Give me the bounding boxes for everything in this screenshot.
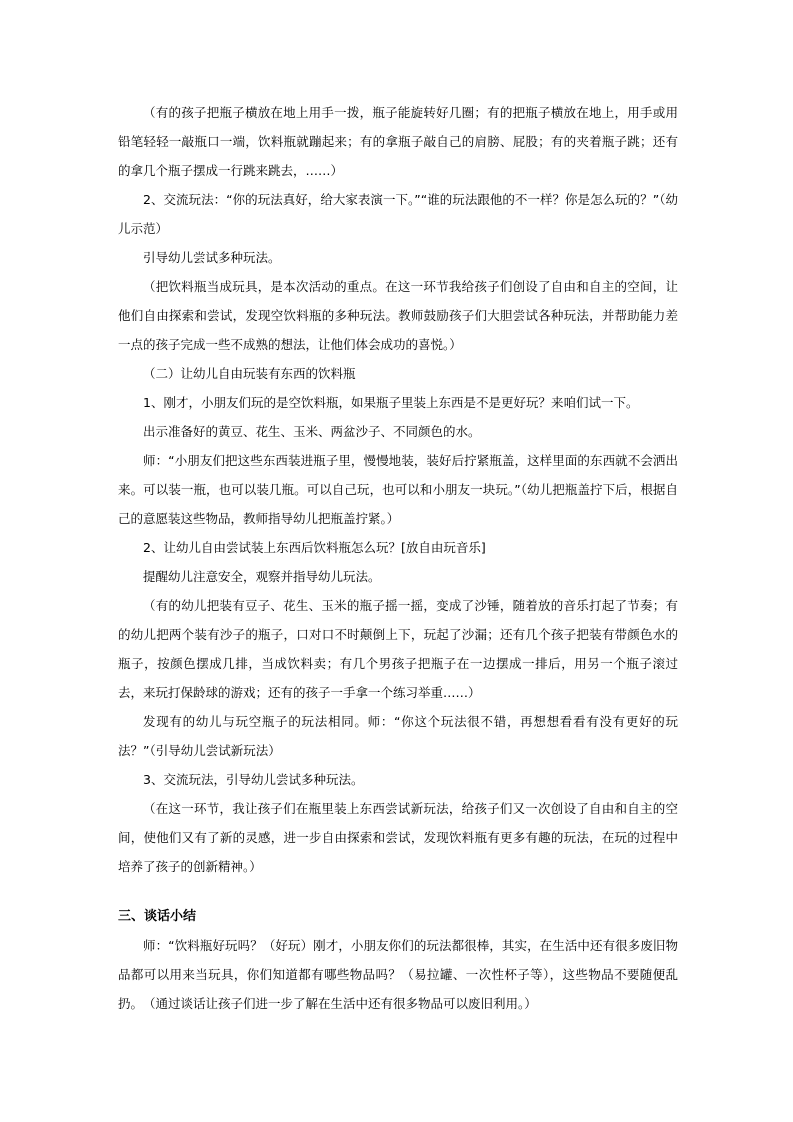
paragraph-guide-multiple: 引导幼儿尝试多种玩法。	[143, 250, 281, 265]
paragraph-safety-reminder: 提醒幼儿注意安全，观察并指导幼儿玩法。	[143, 569, 381, 584]
paragraph-reflection-empty-bottle: （把饮料瓶当成玩具，是本次活动的重点。在这一环节我给孩子们创设了自由和自主的空间，让他们自由探索和尝试，发现空饮料瓶的多种玩法。教师鼓励孩子们大胆尝试各种玩法，并帮助能力差一点的孩子完成一些不成熟的想法，让他们体会成功的喜悦。）	[118, 279, 678, 352]
paragraph-step-two: 2、让幼儿自由尝试装上东西后饮料瓶怎么玩？[放自由玩音乐]	[143, 540, 486, 555]
paragraph-filled-play-observations: （有的幼儿把装有豆子、花生、玉米的瓶子摇一摇，变成了沙锤，随着放的音乐打起了节奏；有的幼儿把两个装有沙子的瓶子，口对口不时颠倒上下，玩起了沙漏；还有几个孩子把装有带颜色水的瓶子，按颜色摆成几排，当成饮料卖；有几个男孩子把瓶子在一边摆成一排后，用另一个瓶子滚过去，来玩打保龄球的游戏；还有的孩子一手拿一个练习举重……）	[118, 598, 678, 700]
document-page	[118, 98, 678, 1018]
paragraph-exchange-play: 2、交流玩法：“你的玩法真好，给大家表演一下。”“谁的玩法跟他的不一样？你是怎么玩的？”（幼儿示范）	[118, 192, 678, 236]
section-heading-summary: 三、谈话小结	[118, 909, 197, 924]
paragraph-play-observations: （有的孩子把瓶子横放在地上用手一拨，瓶子能旋转好几圈；有的把瓶子横放在地上，用手或用铅笔轻轻一敲瓶口一端，饮料瓶就蹦起来；有的拿瓶子敲自己的肩膀、屁股；有的夹着瓶子跳；还有的拿几个瓶子摆成一行跳来跳去，……）	[118, 105, 678, 178]
paragraph-summary-talk: 师：“饮料瓶好玩吗？（好玩）刚才，小朋友你们的玩法都很棒，其实，在生活中还有很多废旧物品都可以用来当玩具，你们知道都有哪些物品吗？（易拉罐、一次性杯子等），这些物品不要随便乱扔。 （通过谈话让孩子们进一步了解在生活中还有很多物品可以废旧利用。）	[118, 938, 678, 1011]
paragraph-teacher-instructions: 师：“小朋友们把这些东西装进瓶子里，慢慢地装，装好后拧紧瓶盖，这样里面的东西就不会洒出来。可以装一瓶，也可以装几瓶。可以自己玩，也可以和小朋友一块玩。”（幼儿把瓶盖拧下后，根据自己的意愿装这些物品，教师指导幼儿把瓶盖拧紧。）	[118, 453, 678, 526]
section-subheading-filled-bottles: （二）让幼儿自由玩装有东西的饮料瓶	[143, 366, 356, 381]
paragraph-step-one: 1、刚才，小朋友们玩的是空饮料瓶，如果瓶子里装上东西是不是更好玩？来咱们试一下。	[143, 395, 639, 410]
paragraph-step-three: 3、交流玩法，引导幼儿尝试多种玩法。	[143, 772, 364, 787]
paragraph-materials: 出示准备好的黄豆、花生、玉米、两盆沙子、不同颜色的水。	[143, 424, 481, 439]
paragraph-new-play-guidance: 发现有的幼儿与玩空瓶子的玩法相同。师：“你这个玩法很不错，再想想看看有没有更好的玩法？”（引导幼儿尝试新玩法）	[118, 714, 678, 758]
paragraph-reflection-filled-bottle: （在这一环节，我让孩子们在瓶里装上东西尝试新玩法，给孩子们又一次创设了自由和自主的空间，使他们又有了新的灵感，进一步自由探索和尝试，发现饮料瓶有更多有趣的玩法，在玩的过程中培养了孩子的创新精神。）	[118, 801, 678, 874]
